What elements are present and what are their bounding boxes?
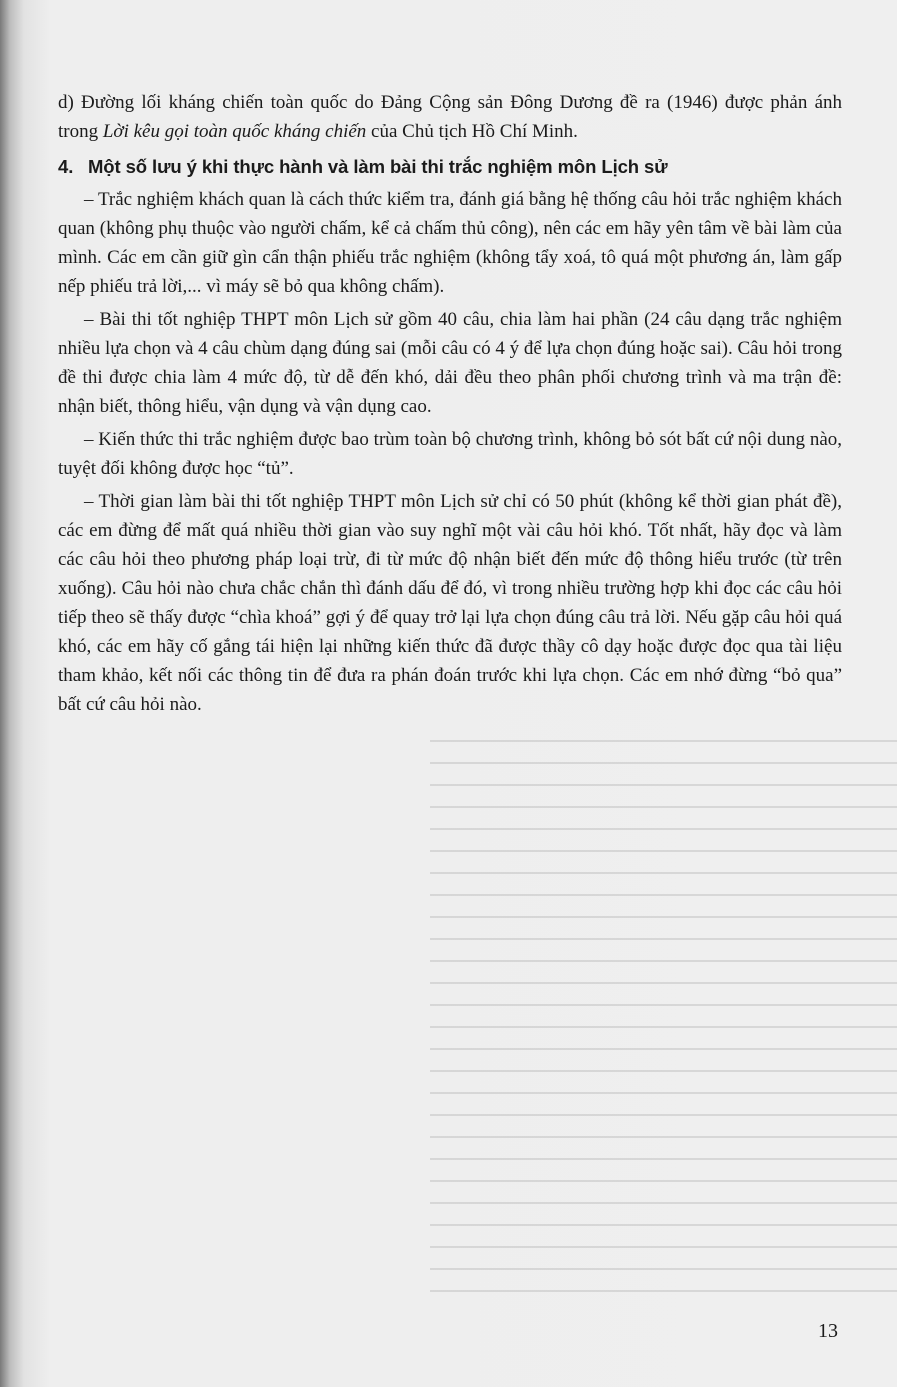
paragraph-exam-structure: – Bài thi tốt nghiệp THPT môn Lịch sử gồm 40 câu, chia làm hai phần (24 câu dạng trắc nghiệm nhiều lựa chọn và 4 câu chùm dạng đúng sai (mỗi câu có 4 ý để lựa chọn đúng hoặc sai). Câu hỏi trong đề thi được chia làm 4 mức độ, từ dễ đến khó, dải đều theo phân phối chương trình và ma trận đề: nhận biết, thông hiểu, vận dụng và vận dụng cao. <box>58 309 842 417</box>
section-number: 4. <box>58 156 74 177</box>
page-number: 13 <box>818 1320 838 1342</box>
bleed-through-text <box>430 740 897 1300</box>
section-heading <box>58 152 842 181</box>
page-body <box>58 88 842 719</box>
paragraph-objective-testing: – Trắc nghiệm khách quan là cách thức kiểm tra, đánh giá bằng hệ thống câu hỏi trắc nghiệm khách quan (không phụ thuộc vào người chấm, kể cả chấm thủ công), nên các em hãy yên tâm về bài làm của mình. Các em cần giữ gìn cẩn thận phiếu trắc nghiệm (không tẩy xoá, tô quá một phương án, làm gấp nếp phiếu trả lời,... vì máy sẽ bỏ qua không chấm). <box>58 189 842 297</box>
paragraph-knowledge-coverage: – Kiến thức thi trắc nghiệm được bao trùm toàn bộ chương trình, không bỏ sót bất cứ nội dung nào, tuyệt đối không được học “tủ”. <box>58 429 842 479</box>
item-d-prefix: d) Đường lối kháng chiến toàn quốc do Đảng Cộng sản Đông Dương đề ra (1946) được phản ánh trong <box>58 92 842 142</box>
paragraph-time-management: – Thời gian làm bài thi tốt nghiệp THPT môn Lịch sử chỉ có 50 phút (không kể thời gian phát đề), các em đừng để mất quá nhiều thời gian vào suy nghĩ một vài câu hỏi khó. Tốt nhất, hãy đọc và làm các câu hỏi theo phương pháp loại trừ, đi từ mức độ nhận biết đến mức độ thông hiểu trước (từ trên xuống). Câu hỏi nào chưa chắc chắn thì đánh dấu để đó, vì trong nhiều trường hợp khi đọc các câu hỏi tiếp theo sẽ thấy được “chìa khoá” gợi ý để quay trở lại lựa chọn đúng câu trả lời. Nếu gặp câu hỏi quá khó, các em hãy cố gắng tái hiện lại những kiến thức đã được thầy cô dạy hoặc được đọc qua tài liệu tham khảo, kết nối các thông tin để đưa ra phán đoán trước khi lựa chọn. Các em nhớ đừng “bỏ qua” bất cứ câu hỏi nào. <box>58 491 842 715</box>
item-d-italic-title: Lời kêu gọi toàn quốc kháng chiến <box>102 121 367 142</box>
item-d-paragraph <box>58 88 842 146</box>
section-title: Một số lưu ý khi thực hành và làm bài thi trắc nghiệm môn Lịch sử <box>88 156 668 177</box>
item-d-suffix: của Chủ tịch Hồ Chí Minh. <box>366 121 578 142</box>
